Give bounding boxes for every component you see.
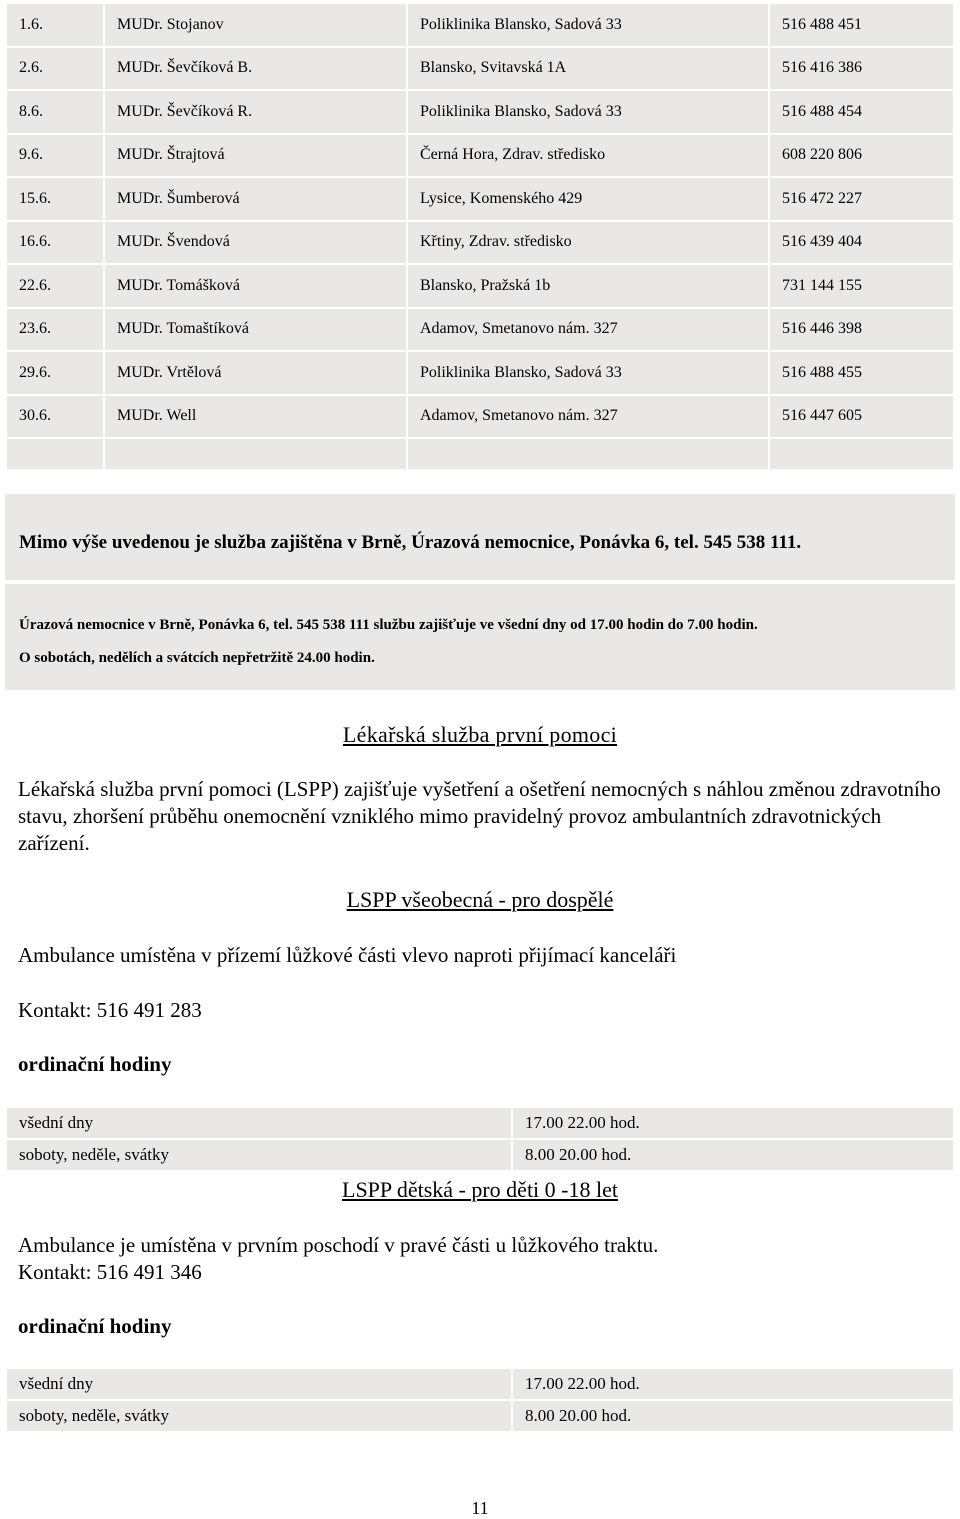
phone-cell: 516 488 451 (770, 4, 953, 46)
duty-schedule-table (5, 2, 955, 471)
time-cell: 17.00 22.00 hod. (513, 1369, 953, 1399)
adult-hours-heading: ordinační hodiny (18, 1052, 172, 1076)
table-row (7, 48, 953, 90)
empty-cell (408, 439, 768, 469)
phone-cell: 608 220 806 (770, 135, 953, 177)
address-cell: Černá Hora, Zdrav. středisko (408, 135, 768, 177)
doctor-cell: MUDr. Šumberová (105, 178, 406, 220)
address-cell: Blansko, Pražská 1b (408, 265, 768, 307)
doctor-cell: MUDr. Švendová (105, 222, 406, 264)
doctor-cell: MUDr. Ševčíková B. (105, 48, 406, 90)
table-row (7, 309, 953, 351)
phone-cell: 516 416 386 (770, 48, 953, 90)
date-cell: 16.6. (7, 222, 103, 264)
address-cell: Blansko, Svitavská 1A (408, 48, 768, 90)
table-row (7, 265, 953, 307)
empty-row (7, 439, 953, 469)
date-cell: 8.6. (7, 91, 103, 133)
doctor-cell: MUDr. Vrtělová (105, 352, 406, 394)
child-contact-text: Kontakt: 516 491 346 (18, 1260, 202, 1284)
time-cell: 8.00 20.00 hod. (513, 1401, 953, 1431)
day-type-cell: soboty, neděle, svátky (7, 1401, 511, 1431)
adult-lspp-heading: LSPP všeobecná - pro dospělé (346, 887, 614, 912)
table-row (7, 222, 953, 264)
table-row (7, 4, 953, 46)
date-cell: 29.6. (7, 352, 103, 394)
doctor-cell: MUDr. Tomášková (105, 265, 406, 307)
doctor-cell: MUDr. Ševčíková R. (105, 91, 406, 133)
table-row (7, 1140, 953, 1170)
address-cell: Lysice, Komenského 429 (408, 178, 768, 220)
date-cell: 1.6. (7, 4, 103, 46)
phone-cell: 516 488 455 (770, 352, 953, 394)
lspp-intro-paragraph: Lékařská služba první pomoci (LSPP) zajišťuje vyšetření a ošetření nemocných s náhlou změnou zdravotního stavu, zhoršení průběhu onemocnění vzniklého mimo pravidelný provoz ambulantních zdravotnických zařízení. (18, 777, 941, 855)
empty-cell (7, 439, 103, 469)
lspp-heading: Lékařská služba první pomoci (342, 722, 618, 747)
doctor-cell: MUDr. Stojanov (105, 4, 406, 46)
doctor-cell: MUDr. Tomaštíková (105, 309, 406, 351)
adult-hours-table (5, 1106, 955, 1172)
time-cell: 8.00 20.00 hod. (513, 1140, 953, 1170)
emergency-notice-text: Mimo výše uvedenou je služba zajištěna v Brně, Úrazová nemocnice, Ponávka 6, tel. 545 538 111. (19, 532, 802, 553)
adult-contact-text: Kontakt: 516 491 283 (18, 998, 202, 1022)
date-cell: 15.6. (7, 178, 103, 220)
address-cell: Poliklinika Blansko, Sadová 33 (408, 352, 768, 394)
address-cell: Poliklinika Blansko, Sadová 33 (408, 91, 768, 133)
phone-cell: 516 488 454 (770, 91, 953, 133)
phone-cell: 516 446 398 (770, 309, 953, 351)
table-row (7, 1369, 953, 1399)
table-row (7, 1108, 953, 1138)
child-location-text: Ambulance je umístěna v prvním poschodí v pravé části u lůžkového traktu. (18, 1233, 659, 1257)
phone-cell: 516 447 605 (770, 396, 953, 438)
table-row (7, 135, 953, 177)
day-type-cell: všední dny (7, 1369, 511, 1399)
address-cell: Křtiny, Zdrav. středisko (408, 222, 768, 264)
table-row (7, 178, 953, 220)
date-cell: 2.6. (7, 48, 103, 90)
address-cell: Adamov, Smetanovo nám. 327 (408, 396, 768, 438)
empty-cell (770, 439, 953, 469)
day-type-cell: všední dny (7, 1108, 511, 1138)
table-row (7, 396, 953, 438)
phone-cell: 516 439 404 (770, 222, 953, 264)
weekend-hours-text: O sobotách, nedělích a svátcích nepřetržitě 24.00 hodin. (19, 650, 375, 666)
emergency-notice-box (5, 494, 955, 580)
adult-location-text: Ambulance umístěna v přízemí lůžkové části vlevo naproti přijímací kanceláři (18, 943, 677, 967)
date-cell: 22.6. (7, 265, 103, 307)
child-lspp-heading: LSPP dětská - pro děti 0 -18 let (342, 1177, 618, 1202)
phone-cell: 516 472 227 (770, 178, 953, 220)
day-type-cell: soboty, neděle, svátky (7, 1140, 511, 1170)
weekday-hours-text: Úrazová nemocnice v Brně, Ponávka 6, tel. 545 538 111 službu zajišťuje ve všední dny od 17.00 hodin do 7.00 hodin. (19, 617, 758, 633)
page-number: 11 (471, 1498, 489, 1518)
date-cell: 9.6. (7, 135, 103, 177)
doctor-cell: MUDr. Well (105, 396, 406, 438)
child-hours-heading: ordinační hodiny (18, 1314, 172, 1338)
date-cell: 23.6. (7, 309, 103, 351)
address-cell: Adamov, Smetanovo nám. 327 (408, 309, 768, 351)
table-row (7, 1401, 953, 1431)
time-cell: 17.00 22.00 hod. (513, 1108, 953, 1138)
table-row (7, 91, 953, 133)
hospital-hours-box (5, 584, 955, 690)
empty-cell (105, 439, 406, 469)
table-row (7, 352, 953, 394)
child-hours-table (5, 1367, 955, 1433)
doctor-cell: MUDr. Štrajtová (105, 135, 406, 177)
date-cell: 30.6. (7, 396, 103, 438)
address-cell: Poliklinika Blansko, Sadová 33 (408, 4, 768, 46)
phone-cell: 731 144 155 (770, 265, 953, 307)
